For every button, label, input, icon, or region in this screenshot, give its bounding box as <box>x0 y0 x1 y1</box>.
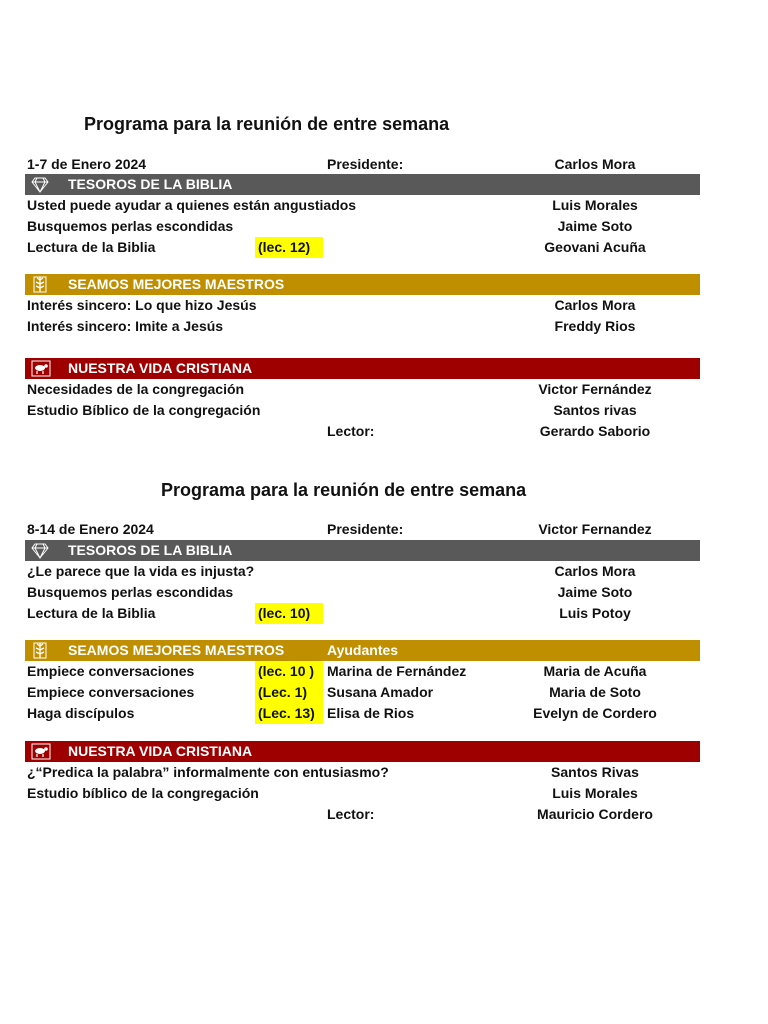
lesson-ref: (lec. 12) <box>255 237 323 258</box>
vida-header <box>25 741 700 762</box>
presidente-name: Carlos Mora <box>554 156 636 172</box>
assignee-name: Santos Rivas <box>551 764 639 780</box>
part-title: Interés sincero: Imite a Jesús <box>27 318 224 334</box>
part-title: ¿Le parece que la vida es injusta? <box>27 563 255 579</box>
vida-header-label: NUESTRA VIDA CRISTIANA <box>68 743 253 759</box>
lesson-ref: (lec. 10) <box>255 603 323 624</box>
presidente-name: Victor Fernandez <box>538 521 652 537</box>
maestros-header-label: SEAMOS MEJORES MAESTROS <box>68 642 285 658</box>
week-date: 1-7 de Enero 2024 <box>27 156 147 172</box>
part-title: Empiece conversaciones <box>27 663 195 679</box>
assignee-name: Carlos Mora <box>554 563 636 579</box>
part-title: Estudio Bíblico de la congregación <box>27 402 261 418</box>
lector-label: Lector: <box>327 423 375 439</box>
student-name: Elisa de Rios <box>327 705 415 721</box>
maestros-header <box>25 640 700 661</box>
assignee-name: Jaime Soto <box>557 584 633 600</box>
page-title: Programa para la reunión de entre semana <box>84 114 450 134</box>
tesoros-header <box>25 174 700 195</box>
student-name: Marina de Fernández <box>327 663 467 679</box>
part-title: ¿“Predica la palabra” informalmente con entusiasmo? <box>27 764 389 780</box>
assignee-name: Maria de Acuña <box>543 663 647 679</box>
part-title: Lectura de la Biblia <box>27 605 156 621</box>
lesson-ref: (lec. 10 ) <box>255 661 323 682</box>
vida-header-label: NUESTRA VIDA CRISTIANA <box>68 360 253 376</box>
part-title: Haga discípulos <box>27 705 135 721</box>
assignee-name: Freddy Rios <box>554 318 636 334</box>
part-title: Empiece conversaciones <box>27 684 195 700</box>
assignee-name: Luis Morales <box>552 785 638 801</box>
part-title: Estudio bíblico de la congregación <box>27 785 259 801</box>
sheep-icon <box>31 743 49 760</box>
student-name: Susana Amador <box>327 684 434 700</box>
part-title: Necesidades de la congregación <box>27 381 245 397</box>
lector-label: Lector: <box>327 806 375 822</box>
vida-header <box>25 358 700 379</box>
tesoros-header-label: TESOROS DE LA BIBLIA <box>68 176 233 192</box>
assignee-name: Jaime Soto <box>557 218 633 234</box>
wheat-icon <box>31 276 49 293</box>
sheep-icon <box>31 360 49 377</box>
part-title: Busquemos perlas escondidas <box>27 584 234 600</box>
assignee-name: Victor Fernández <box>538 381 652 397</box>
maestros-header <box>25 274 700 295</box>
lector-name: Mauricio Cordero <box>537 806 653 822</box>
diamond-icon <box>31 176 49 193</box>
part-title: Interés sincero: Lo que hizo Jesús <box>27 297 257 313</box>
part-title: Usted puede ayudar a quienes están angustiados <box>27 197 357 213</box>
part-title: Lectura de la Biblia <box>27 239 156 255</box>
tesoros-header-label: TESOROS DE LA BIBLIA <box>68 542 233 558</box>
ayudantes-label: Ayudantes <box>327 642 399 658</box>
assignee-name: Santos rivas <box>553 402 637 418</box>
presidente-label: Presidente: <box>327 156 404 172</box>
tesoros-header <box>25 540 700 561</box>
page-title: Programa para la reunión de entre semana <box>161 480 527 500</box>
assignee-name: Geovani Acuña <box>544 239 646 255</box>
maestros-header-label: SEAMOS MEJORES MAESTROS <box>68 276 285 292</box>
week-date: 8-14 de Enero 2024 <box>27 521 154 537</box>
assignee-name: Maria de Soto <box>549 684 641 700</box>
assignee-name: Evelyn de Cordero <box>533 705 657 721</box>
lesson-ref: (Lec. 1) <box>255 682 323 703</box>
lesson-ref: (Lec. 13) <box>255 703 323 724</box>
wheat-icon <box>31 642 49 659</box>
presidente-label: Presidente: <box>327 521 404 537</box>
assignee-name: Luis Morales <box>552 197 638 213</box>
part-title: Busquemos perlas escondidas <box>27 218 234 234</box>
lector-name: Gerardo Saborio <box>539 423 651 439</box>
assignee-name: Carlos Mora <box>554 297 636 313</box>
assignee-name: Luis Potoy <box>559 605 631 621</box>
diamond-icon <box>31 542 49 559</box>
